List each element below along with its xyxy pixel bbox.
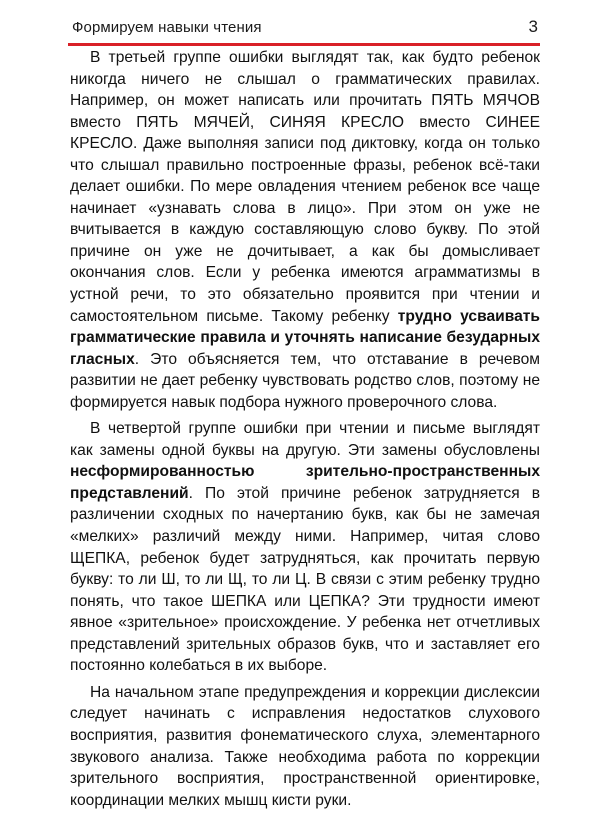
running-header	[68, 16, 540, 40]
paragraph-text: . Это объясняется тем, что отставание в речевом развитии не дает ребенку чувствовать родство слов, поэтому не формируется навык подбора нужного проверочного слова.	[70, 350, 540, 411]
paragraph-initial-stage	[70, 682, 540, 811]
paragraph-third-group	[70, 47, 540, 413]
emphasis-text: несформированностью зрительно-пространственных представлений	[70, 463, 540, 502]
emphasis-text: трудно усваивать грамматические правила и уточнять написание безударных гласных	[70, 307, 540, 368]
paragraph-fourth-group	[70, 418, 540, 677]
body-text	[70, 47, 540, 816]
header-rule	[68, 43, 540, 46]
header-title: Формируем навыки чтения	[72, 19, 262, 36]
paragraph-text: В третьей группе ошибки выглядят так, как будто ребенок никогда ничего не слышал о грамматических правилах. Например, он может написать или прочитать ПЯТЬ МЯЧОВ вместо ПЯТЬ МЯЧЕЙ, СИНЯЯ КРЕСЛО вместо СИНЕЕ КРЕСЛО. Даже выполняя записи под диктовку, когда он только что слышал правильно построенные фразы, ребенок всё-таки делает ошибки. По мере овладения чтением ребенок все чаще начинает «узнавать слова в лицо». При этом он уже не вчитывается в каждую составляющую слово букву. По этой причине он уже не дочитывает, а как бы домысливает окончания слов. Если у ребенка имеются аграмматизмы в устной речи, то это обязательно проявится при чтении и самостоятельном письме. Такому ребенку	[70, 49, 540, 325]
paragraph-text: . По этой причине ребенок затрудняется в различении сходных по начертанию букв, как бы не замечая «мелких» различий между ними. Например, читая слово ЩЕПКА, ребенок будет затрудняться, как прочитать первую букву: то ли Ш, то ли Щ, то ли Ц. В связи с этим ребенку трудно понять, что такое ШЕПКА или ЦЕПКА? Эти трудности имеют явное «зрительное» происхождение. У ребенка нет отчетливых представлений зрительных образов букв, что и заставляет его постоянно колебаться в их выборе.	[70, 484, 540, 675]
page-number: 3	[528, 17, 538, 36]
paragraph-text: На начальном этапе предупреждения и коррекции дислексии следует начинать с исправления недостатков слухового восприятия, развития фонематического слуха, элементарного звукового анализа. Также необходима работа по коррекции зрительного восприятия, пространственной ориентировке, координации мелких мышц кисти руки.	[70, 683, 540, 809]
paragraph-text: В четвертой группе ошибки при чтении и письме выглядят как замены одной буквы на другую. Эти замены обусловлены	[70, 420, 540, 459]
